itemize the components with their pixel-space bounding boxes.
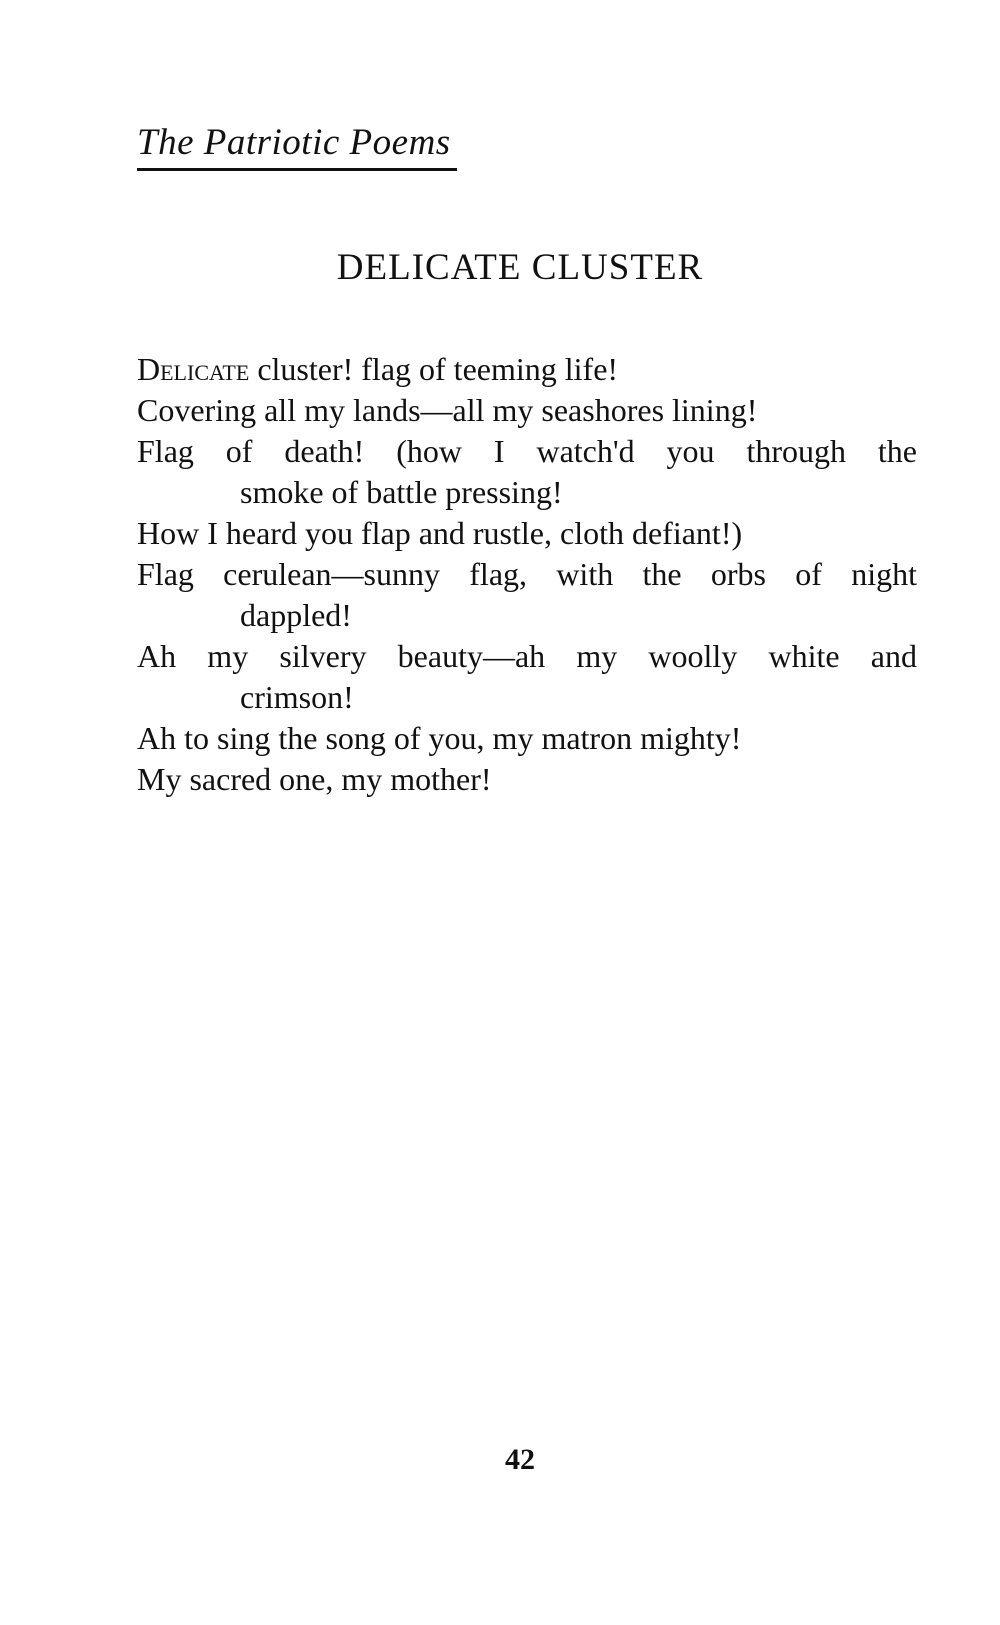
poem-line-7: Ah to sing the song of you, my matron mighty! xyxy=(137,720,742,756)
poem-first-word: Delicate xyxy=(137,351,250,387)
running-head: The Patriotic Poems xyxy=(137,118,457,171)
poem-line-6: Ah my silvery beauty—ah my woolly white and xyxy=(137,638,917,674)
poem-line-1 xyxy=(137,349,917,390)
poem-line-2: Covering all my lands—all my seashores lining! xyxy=(137,392,758,428)
poem-line-4: How I heard you flap and rustle, cloth defiant!) xyxy=(137,515,743,551)
poem-lines xyxy=(137,390,917,800)
poem-line-5: Flag cerulean—sunny flag, with the orbs of night xyxy=(137,556,917,592)
poem-line-8: My sacred one, my mother! xyxy=(137,761,492,797)
poem-line-continuation: smoke of battle pressing! xyxy=(240,474,563,510)
poem-title: DELICATE CLUSTER xyxy=(336,247,704,288)
poem-first-line-text: cluster! flag of teeming life! xyxy=(249,351,619,387)
poem-line-3: Flag of death! (how I watch'd you through the xyxy=(137,433,917,469)
poem-line-continuation: crimson! xyxy=(240,679,354,715)
page-number: 42 xyxy=(505,1443,535,1476)
poem-line-continuation: dappled! xyxy=(240,597,352,633)
poem-body xyxy=(137,349,917,800)
